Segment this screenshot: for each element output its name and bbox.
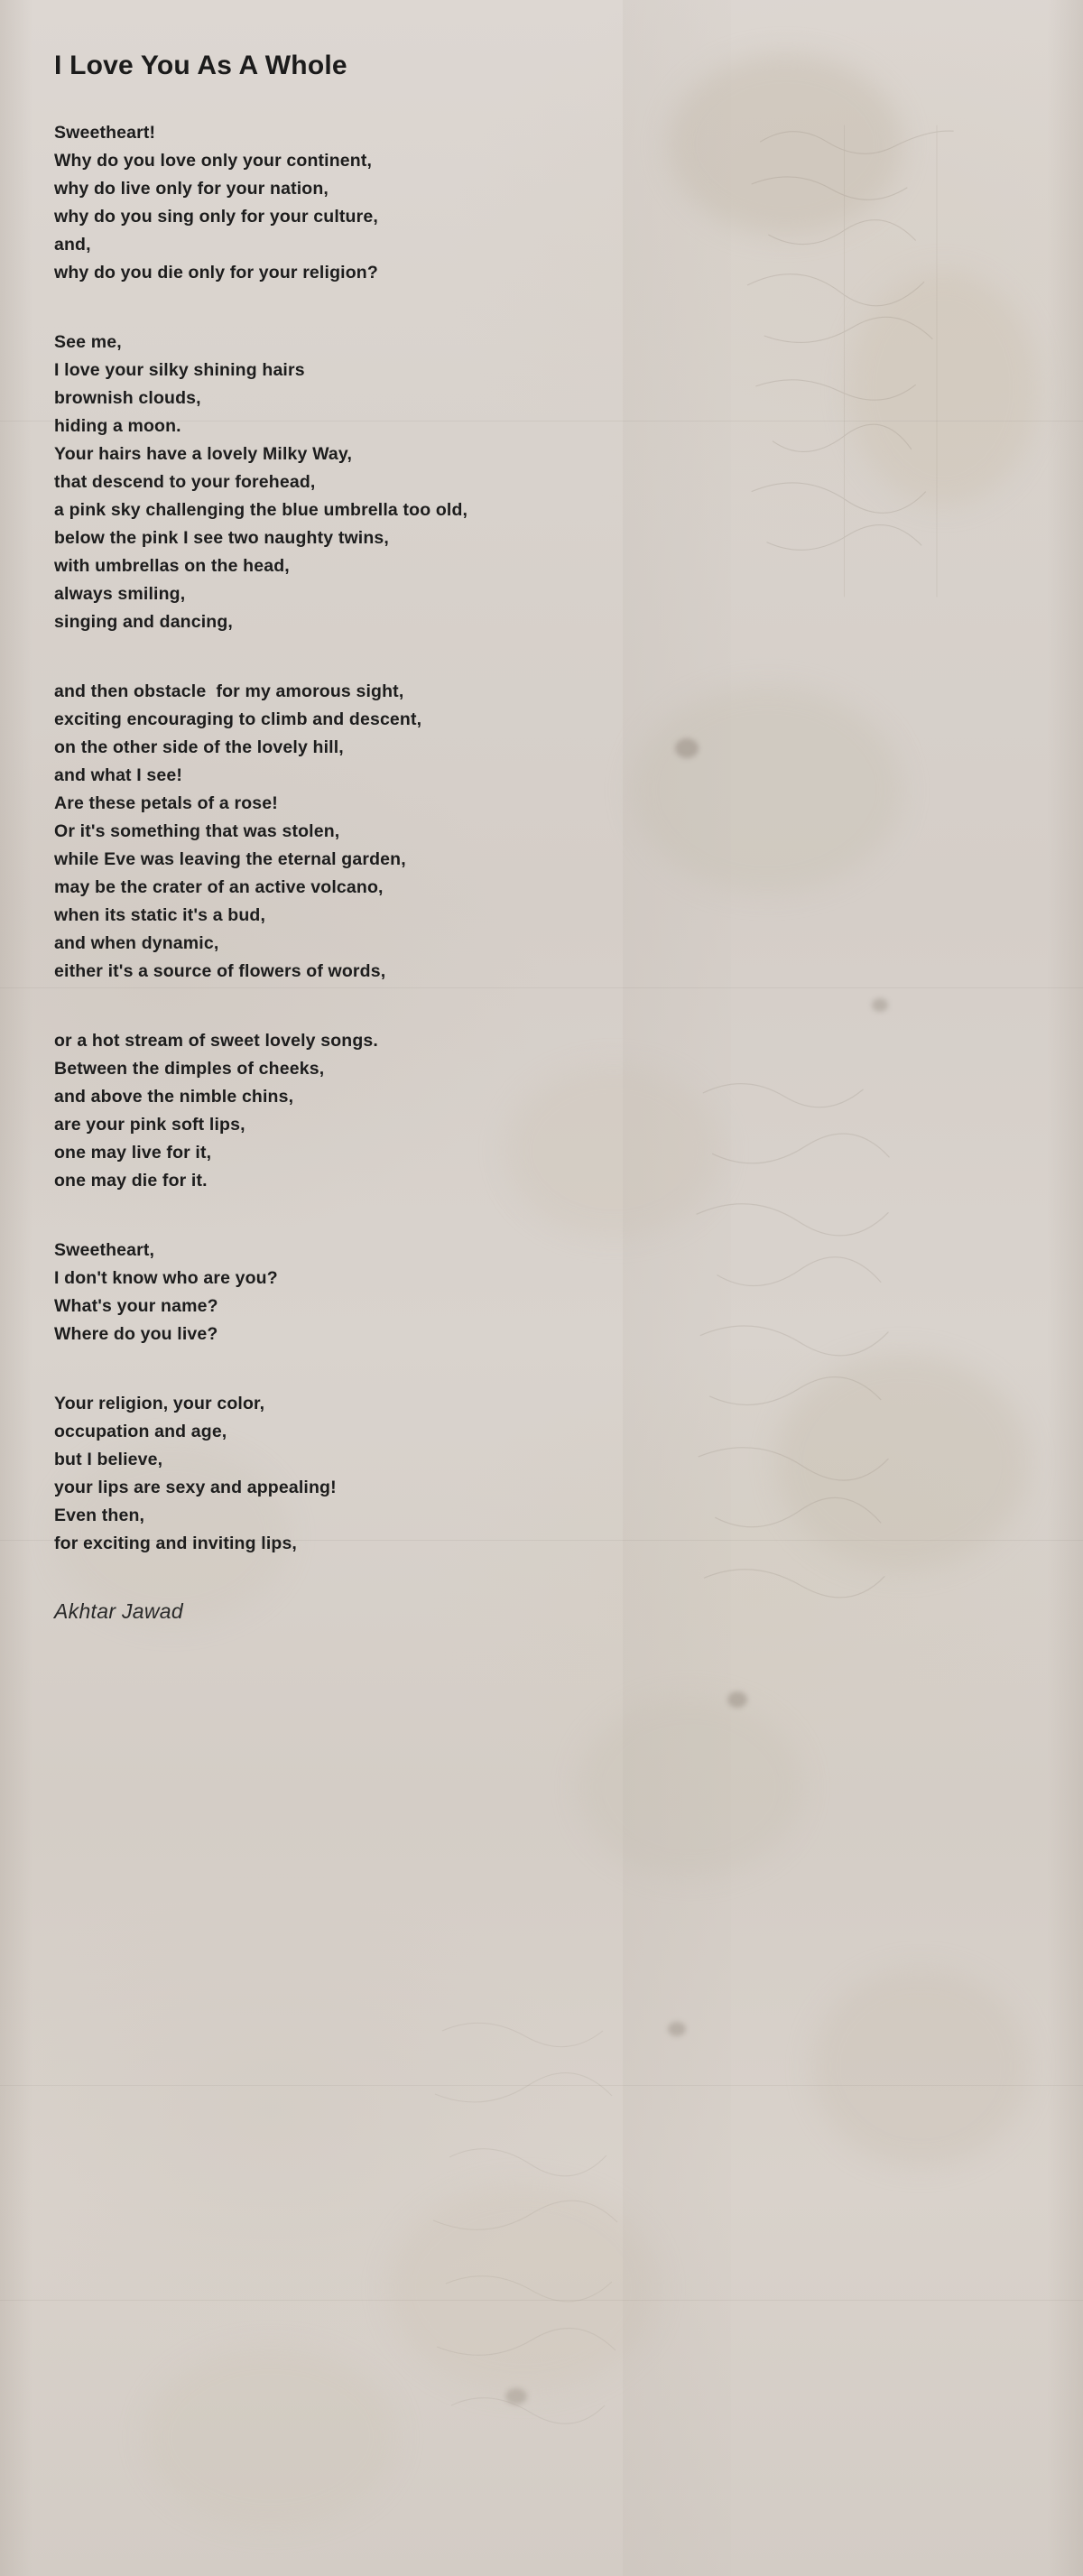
poem-line: I don't know who are you? — [54, 1268, 278, 1288]
poem-stanza — [54, 678, 1029, 986]
poem-line: or a hot stream of sweet lovely songs. — [54, 1031, 378, 1051]
poem-line: for exciting and inviting lips, — [54, 1534, 298, 1553]
poem-line: Sweetheart, — [54, 1240, 155, 1260]
poem-line: a pink sky challenging the blue umbrella too old, — [54, 500, 468, 520]
ink-speck — [727, 1691, 747, 1708]
faded-handwriting — [424, 1986, 785, 2455]
poem-line: with umbrellas on the head, — [54, 556, 290, 576]
poem-line: What's your name? — [54, 1296, 218, 1316]
author-name: Akhtar Jawad — [54, 1599, 183, 1623]
poem-line: and what I see! — [54, 765, 183, 785]
poem-line: Between the dimples of cheeks, — [54, 1059, 325, 1079]
ink-speck — [668, 2022, 686, 2036]
poem-line: Are these petals of a rose! — [54, 793, 278, 813]
poem-line: that descend to your forehead, — [54, 472, 316, 492]
poem-line: may be the crater of an active volcano, — [54, 877, 384, 897]
poem-line: why do live only for your nation, — [54, 179, 329, 199]
poem-stanza — [54, 1237, 1029, 1348]
ink-speck — [505, 2388, 527, 2405]
poem-line: occupation and age, — [54, 1422, 227, 1441]
poem-stanza — [54, 329, 1029, 636]
poem-line: Even then, — [54, 1506, 145, 1525]
paper-seam — [0, 2300, 1083, 2301]
poem-line: Why do you love only your continent, — [54, 151, 373, 171]
paper-seam — [0, 2085, 1083, 2086]
paper-stain — [388, 2184, 659, 2392]
poem-line: I love your silky shining hairs — [54, 360, 305, 380]
poem-line: and when dynamic, — [54, 933, 219, 953]
poem-stanza — [54, 1027, 1029, 1195]
poem-line: below the pink I see two naughty twins, — [54, 528, 389, 548]
poem-line: your lips are sexy and appealing! — [54, 1478, 337, 1497]
poem-line: exciting encouraging to climb and descent, — [54, 709, 422, 729]
poem-line: Your religion, your color, — [54, 1394, 265, 1413]
poem-line: and, — [54, 235, 91, 255]
poem-line: why do you die only for your religion? — [54, 263, 378, 283]
poem-line: while Eve was leaving the eternal garden, — [54, 849, 406, 869]
poem-line: on the other side of the lovely hill, — [54, 737, 344, 757]
poem-line: one may die for it. — [54, 1171, 208, 1191]
poem-line: one may live for it, — [54, 1143, 212, 1163]
poem-line: when its static it's a bud, — [54, 905, 266, 925]
poem-line: either it's a source of flowers of words, — [54, 961, 386, 981]
poem-line: and then obstacle for my amorous sight, — [54, 681, 404, 701]
poem-line: Sweetheart! — [54, 123, 156, 143]
poem-line: Where do you live? — [54, 1324, 218, 1344]
paper-stain — [812, 1968, 1029, 2166]
paper-stain — [144, 2347, 397, 2527]
page-title: I Love You As A Whole — [54, 51, 347, 80]
paper-stain — [578, 1697, 803, 1877]
poem-line: are your pink soft lips, — [54, 1115, 245, 1135]
poem-line: See me, — [54, 332, 122, 352]
poem-stanza — [54, 1390, 1029, 1558]
poem-line: why do you sing only for your culture, — [54, 207, 378, 227]
poem-line: Or it's something that was stolen, — [54, 821, 340, 841]
poem-line: brownish clouds, — [54, 388, 201, 408]
poem-line: singing and dancing, — [54, 612, 233, 632]
poem-line: but I believe, — [54, 1450, 163, 1469]
poem-line: hiding a moon. — [54, 416, 181, 436]
poem-line: always smiling, — [54, 584, 186, 604]
poem-stanza — [54, 119, 1029, 287]
poem-line: and above the nimble chins, — [54, 1087, 294, 1107]
poem-line: Your hairs have a lovely Milky Way, — [54, 444, 353, 464]
